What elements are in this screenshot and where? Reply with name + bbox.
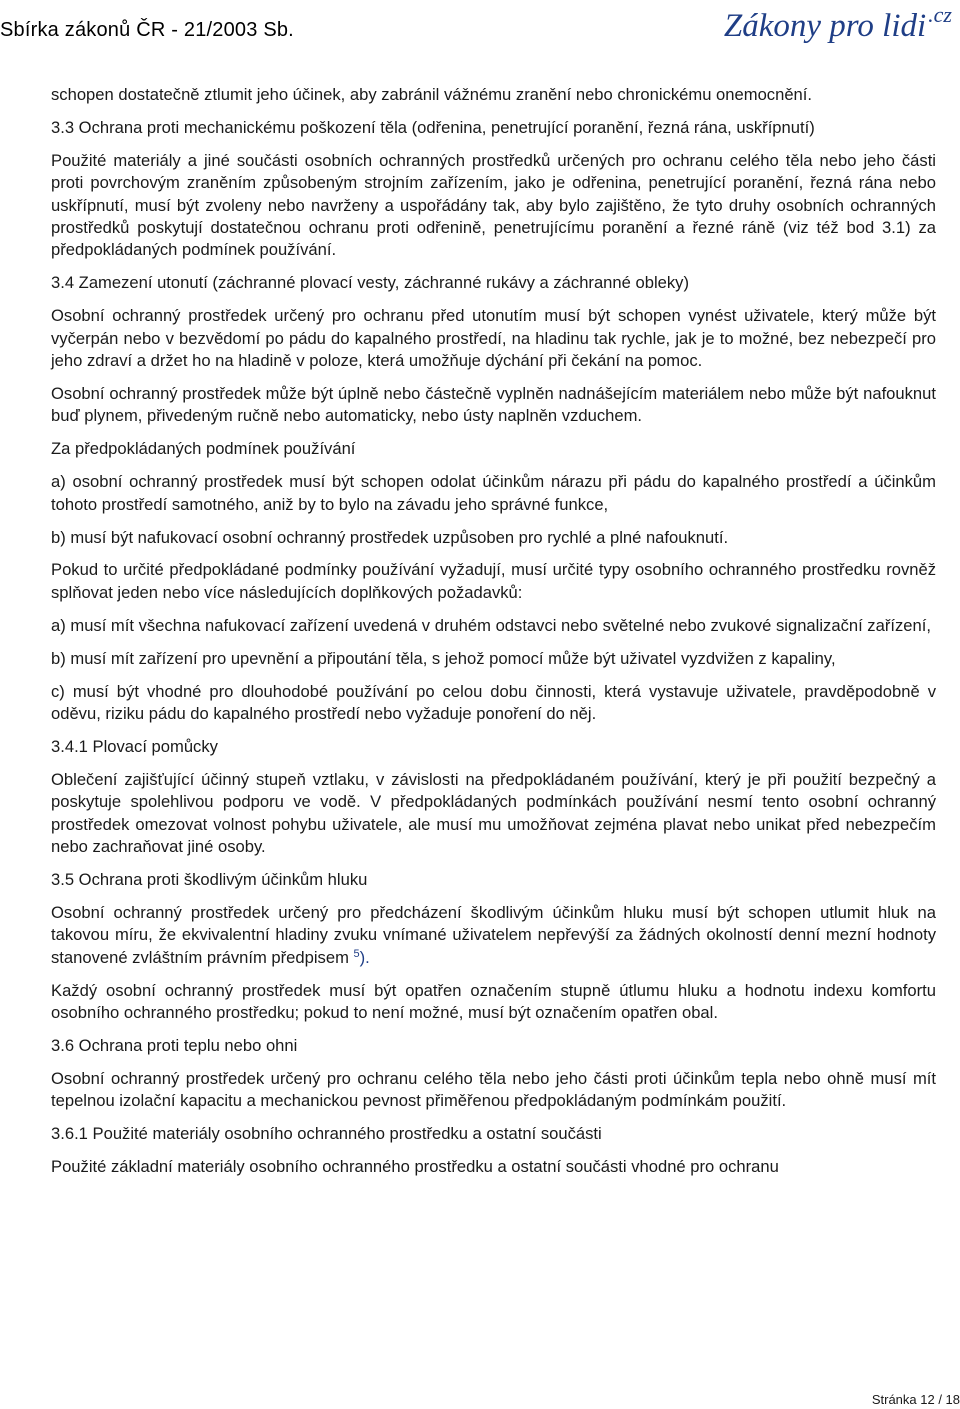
site-logo[interactable] (724, 2, 952, 45)
paragraph-intro: schopen dostatečně ztlumit jeho účinek, aby zabránil vážnému zranění nebo chronickému onemocnění. (51, 85, 812, 104)
paragraph-3-4-b: Osobní ochranný prostředek může být úplně nebo částečně vyplněn nadnášejícím materiálem nebo může být nafouknut buď plynem, přivedeným ručně nebo automaticky, nebo ústy naplněn vzduchem. (51, 383, 936, 426)
section-heading-3-3: 3.3 Ochrana proti mechanickému poškození těla (odřenina, penetrující poranění, řezná rána, uskřípnutí) (51, 117, 815, 137)
paragraph-3-4-h: b) musí mít zařízení pro upevnění a připoutání těla, s jehož pomocí může být uživatel vyzdvižen z kapaliny, (51, 648, 836, 668)
paragraph-3-4-a: Osobní ochranný prostředek určený pro ochranu před utonutím musí být schopen vynést uživatele, který může být vyčerpán nebo v bezvědomí po pádu do kapalného prostředí, na hladinu tak rychle, jak je to možné, bez nebezpečí pro jeho zdraví a držet ho na hladině v poloze, která umožňuje dýchání při čekání na pomoc. (51, 306, 936, 371)
paragraph-3-4-f: Pokud to určité předpokládané podmínky používání vyžadují, musí určité typy osobního ochranného prostředku rovněž splňovat jeden nebo více následujících doplňkových požadavků: (51, 560, 936, 602)
section-heading-3-4: 3.4 Zamezení utonutí (záchranné plovací vesty, záchranné rukávy a záchranné obleky) (51, 273, 689, 293)
paragraph-3-5-a (51, 902, 936, 969)
section-heading-3-6: 3.6 Ochrana proti teplu nebo ohni (51, 1035, 298, 1055)
footnote-ref-5[interactable]: 5 (353, 947, 360, 960)
footnote-ref-close: ). (359, 947, 370, 967)
logo-text: Zákony pro lidi (723, 8, 927, 44)
paragraph-3-4-d: a) osobní ochranný prostředek musí být schopen odolat účinkům nárazu při pádu do kapalného prostředí a účinkům tohoto prostředí samotného, aniž by to bylo na závadu jeho správné funkce, (51, 472, 936, 514)
section-heading-3-6-1: 3.6.1 Použité materiály osobního ochranného prostředku a ostatní součásti (51, 1124, 602, 1144)
section-heading-3-5: 3.5 Ochrana proti škodlivým účinkům hluku (51, 869, 368, 889)
document-title: Sbírka zákonů ČR - 21/2003 Sb. (0, 19, 294, 41)
paragraph-3-6: Osobní ochranný prostředek určený pro ochranu celého těla nebo jeho části proti účinkům tepla nebo ohně musí mít tepelnou izolační kapacitu a mechanickou pevnost přiměřenou předpokládaným podmínkám použití. (51, 1068, 936, 1111)
paragraph-3-4-c: Za předpokládaných podmínek používání (51, 439, 356, 459)
paragraph-3-6-1: Použité základní materiály osobního ochranného prostředku a ostatní součásti vhodné pro ochranu (51, 1156, 779, 1176)
page-number: Stránka 12 / 18 (871, 1392, 960, 1407)
logo-suffix: .cz (928, 2, 952, 27)
document-body (51, 84, 936, 1189)
paragraph-3-3: Použité materiály a jiné součásti osobních ochranných prostředků určených pro ochranu celého těla nebo jeho části proti povrchovým zraněním způsobeným strojním zařízením, jako je odřenina, penetrující poranění, řezná rána nebo uskřípnutí, musí být zvoleny nebo navrženy a uspořádány tak, aby bylo zajištěno, že tyto druhy osobních ochranných prostředků poskytují dostatečnou ochranu proti odřenině, penetrujícímu poranění a řezné ráně (viz též bod 3.1) za předpokládaných podmínek používání. (51, 150, 936, 260)
paragraph-3-5-a-text: Osobní ochranný prostředek určený pro předcházení škodlivým účinkům hluku musí být schopen utlumit hluk na takovou míru, že ekvivalentní hladiny zvuku vnímané uživatelem nepřevýší za žádných okolností denní mezní hodnoty stanovené zvláštním právním předpisem (51, 902, 936, 967)
page-header (0, 0, 960, 58)
section-heading-3-4-1: 3.4.1 Plovací pomůcky (51, 736, 218, 756)
paragraph-3-4-1: Oblečení zajišťující účinný stupeň vztlaku, v závislosti na předpokládaném používání, který je při použití bezpečný a poskytuje spolehlivou podporu ve vodě. V předpokládaných podmínkách používání nesmí tento osobní ochranný prostředek omezovat volnost pohybu uživatele, ale musí mu umožňovat zejména plavat nebo unikat před nebezpečím nebo zachraňovat jiné osoby. (51, 769, 936, 856)
paragraph-3-4-g: a) musí mít všechna nafukovací zařízení uvedená v druhém odstavci nebo světelné nebo zvukové signalizační zařízení, (51, 615, 931, 635)
paragraph-3-4-i: c) musí být vhodné pro dlouhodobé používání po celou dobu činnosti, která vystavuje uživatele, pravděpodobně v oděvu, riziku pádu do kapalného prostředí nebo vyžaduje ponoření do něj. (51, 681, 936, 723)
paragraph-3-4-e: b) musí být nafukovací osobní ochranný prostředek uzpůsoben pro rychlé a plné nafouknutí. (51, 527, 729, 547)
paragraph-3-5-b: Každý osobní ochranný prostředek musí být opatřen označením stupně útlumu hluku a hodnotu indexu komfortu osobního ochranného prostředku; pokud to není možné, musí být označením opatřen obal. (51, 980, 936, 1022)
